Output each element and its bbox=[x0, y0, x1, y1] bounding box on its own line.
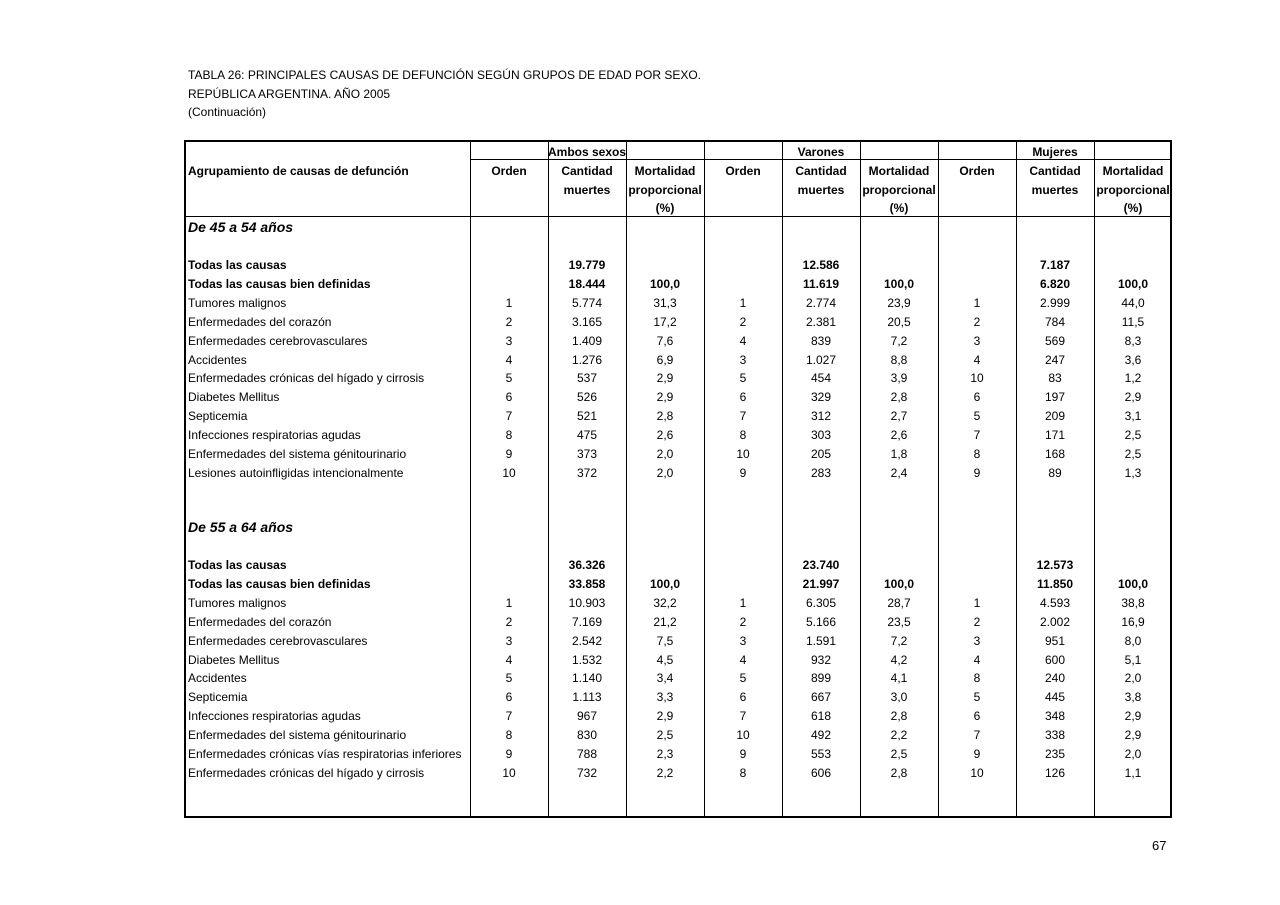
row-value: 209 bbox=[1044, 409, 1066, 424]
row-value: 521 bbox=[576, 409, 598, 424]
row-value: 12.586 bbox=[802, 258, 840, 272]
row-value: 36.326 bbox=[568, 558, 606, 572]
row-label: Enfermedades cerebrovasculares bbox=[188, 633, 368, 648]
row-value: 5.774 bbox=[571, 295, 603, 310]
row-value: 2,9 bbox=[656, 709, 674, 724]
row-value: 5 bbox=[505, 671, 513, 686]
row-value: 784 bbox=[1044, 314, 1066, 329]
row-label: Enfermedades cerebrovasculares bbox=[188, 333, 368, 348]
row-value: 2,5 bbox=[1124, 447, 1142, 461]
row-value: 3,3 bbox=[656, 690, 674, 705]
row-value: 100,0 bbox=[1117, 276, 1149, 291]
header-divider bbox=[186, 216, 1170, 217]
row-value: 2,9 bbox=[1124, 390, 1142, 405]
row-value: 1 bbox=[973, 595, 981, 610]
row-value: 7 bbox=[505, 409, 513, 424]
row-value: 3,6 bbox=[1124, 352, 1142, 367]
row-value: 329 bbox=[810, 390, 832, 405]
row-value: 1 bbox=[739, 595, 747, 610]
row-label: Infecciones respiratorias agudas bbox=[188, 428, 361, 443]
subheader-cantidad_1: Cantidad bbox=[1029, 164, 1081, 178]
subheader-mort_1: Mortalidad bbox=[634, 164, 696, 178]
row-value: 2.999 bbox=[1039, 295, 1071, 310]
row-value: 732 bbox=[576, 765, 598, 780]
row-value: 100,0 bbox=[1117, 576, 1149, 591]
row-value: 4 bbox=[739, 652, 747, 667]
row-value: 5 bbox=[973, 690, 981, 705]
subheader-mort_3: (%) bbox=[889, 201, 909, 216]
row-value: 1.276 bbox=[571, 352, 603, 367]
row-value: 197 bbox=[1044, 390, 1066, 405]
row-value: 2,2 bbox=[890, 728, 908, 743]
row-value: 31,3 bbox=[653, 295, 677, 310]
row-value: 1 bbox=[505, 595, 513, 610]
row-value: 899 bbox=[810, 671, 832, 686]
group-header-divider bbox=[938, 159, 1172, 160]
subheader-cantidad_2: muertes bbox=[563, 182, 611, 197]
row-label: Diabetes Mellitus bbox=[188, 652, 280, 667]
row-value: 3 bbox=[973, 333, 981, 348]
row-value: 10 bbox=[970, 765, 984, 780]
row-value: 3 bbox=[505, 333, 513, 348]
row-value: 44,0 bbox=[1121, 295, 1145, 310]
row-value: 11.619 bbox=[802, 276, 840, 291]
row-value: 100,0 bbox=[883, 276, 915, 291]
row-value: 83 bbox=[1048, 371, 1062, 386]
row-value: 38,8 bbox=[1121, 595, 1145, 610]
row-value: 932 bbox=[810, 652, 832, 667]
row-value: 23.740 bbox=[802, 558, 840, 572]
row-value: 788 bbox=[576, 747, 598, 761]
row-value: 348 bbox=[1044, 709, 1066, 724]
row-value: 1.027 bbox=[805, 352, 837, 367]
row-value: 5 bbox=[973, 409, 981, 424]
row-value: 839 bbox=[810, 333, 832, 348]
row-value: 4 bbox=[739, 333, 747, 348]
row-value: 10 bbox=[736, 728, 750, 743]
section-title: De 55 a 64 años bbox=[188, 519, 294, 535]
subheader-mort_2: proporcional bbox=[628, 182, 702, 197]
row-value: 475 bbox=[576, 428, 598, 443]
row-value: 17,2 bbox=[653, 314, 677, 329]
row-value: 618 bbox=[810, 709, 832, 724]
row-value: 23,5 bbox=[887, 614, 911, 629]
row-value: 28,7 bbox=[887, 595, 911, 610]
row-value: 7 bbox=[739, 709, 747, 724]
row-value: 2,9 bbox=[1124, 728, 1142, 743]
continuation-note: (Continuación) bbox=[188, 105, 267, 119]
row-value: 12.573 bbox=[1036, 558, 1074, 572]
row-value: 1.113 bbox=[572, 690, 602, 705]
row-value: 205 bbox=[810, 447, 832, 461]
row-value: 967 bbox=[576, 709, 598, 724]
row-value: 2,8 bbox=[656, 409, 674, 424]
row-value: 1 bbox=[739, 295, 747, 310]
mortality-table bbox=[184, 140, 1172, 818]
row-value: 569 bbox=[1044, 333, 1066, 348]
row-value: 2,0 bbox=[656, 465, 674, 480]
row-value: 11,5 bbox=[1121, 314, 1145, 329]
row-label: Enfermedades crónicas del hígado y cirrosis bbox=[188, 371, 425, 386]
row-label: Enfermedades crónicas vías respiratorias inferiores bbox=[188, 747, 462, 761]
row-value: 2 bbox=[973, 614, 981, 629]
subheader-cantidad_2: muertes bbox=[797, 182, 845, 197]
row-value: 3 bbox=[739, 352, 747, 367]
row-value: 7,6 bbox=[656, 333, 674, 348]
row-label: Tumores malignos bbox=[188, 595, 287, 610]
subheader-mort_2: proporcional bbox=[1096, 182, 1170, 197]
row-label: Accidentes bbox=[188, 352, 247, 367]
row-value: 3 bbox=[739, 633, 747, 648]
row-value: 6 bbox=[973, 709, 981, 724]
row-value: 2,9 bbox=[656, 371, 674, 386]
row-value: 7 bbox=[973, 428, 981, 443]
row-value: 4.593 bbox=[1039, 595, 1071, 610]
row-value: 2,7 bbox=[890, 409, 908, 424]
row-value: 7,2 bbox=[890, 333, 908, 348]
row-value: 16,9 bbox=[1121, 614, 1145, 629]
row-label: Septicemia bbox=[188, 409, 248, 424]
row-value: 5 bbox=[505, 371, 513, 386]
row-value: 2,6 bbox=[890, 428, 908, 443]
row-value: 9 bbox=[505, 747, 513, 761]
row-value: 10.903 bbox=[568, 595, 606, 610]
row-value: 3,0 bbox=[890, 690, 908, 705]
row-value: 20,5 bbox=[887, 314, 911, 329]
row-value: 9 bbox=[973, 465, 981, 480]
row-value: 830 bbox=[576, 728, 598, 743]
row-value: 2,8 bbox=[890, 390, 908, 405]
row-value: 4 bbox=[973, 652, 981, 667]
row-value: 6 bbox=[739, 390, 747, 405]
row-value: 8 bbox=[505, 728, 513, 743]
row-value: 1 bbox=[505, 295, 513, 310]
row-label: Todas las causas bien definidas bbox=[188, 576, 371, 591]
subheader-mort_3: (%) bbox=[655, 201, 675, 216]
row-value: 2 bbox=[505, 314, 513, 329]
row-value: 126 bbox=[1044, 765, 1066, 780]
row-value: 6.820 bbox=[1039, 276, 1071, 291]
row-value: 606 bbox=[810, 765, 832, 780]
table-subtitle: REPÚBLICA ARGENTINA. AÑO 2005 bbox=[188, 87, 391, 101]
row-value: 4,1 bbox=[890, 671, 908, 686]
row-value: 492 bbox=[810, 728, 832, 743]
row-value: 1,8 bbox=[890, 447, 908, 461]
row-label: Lesiones autoinfligidas intencionalmente bbox=[188, 465, 404, 480]
row-value: 9 bbox=[505, 447, 513, 461]
row-value: 526 bbox=[576, 390, 598, 405]
row-value: 21.997 bbox=[802, 576, 840, 591]
row-value: 2 bbox=[973, 314, 981, 329]
row-value: 4,2 bbox=[890, 652, 908, 667]
row-value: 454 bbox=[810, 371, 832, 386]
row-label: Diabetes Mellitus bbox=[188, 390, 280, 405]
row-label: Enfermedades del corazón bbox=[188, 614, 332, 629]
row-label: Enfermedades del corazón bbox=[188, 314, 332, 329]
row-value: 5.166 bbox=[805, 614, 837, 629]
row-value: 10 bbox=[502, 765, 516, 780]
row-value: 3 bbox=[973, 633, 981, 648]
group-header-divider bbox=[704, 159, 938, 160]
row-value: 338 bbox=[1044, 728, 1066, 743]
row-value: 18.444 bbox=[568, 276, 606, 291]
row-value: 2,2 bbox=[656, 765, 674, 780]
row-value: 3,1 bbox=[1124, 409, 1142, 424]
row-label: Infecciones respiratorias agudas bbox=[188, 709, 361, 724]
row-label: Enfermedades crónicas del hígado y cirrosis bbox=[188, 765, 425, 780]
row-value: 2,3 bbox=[656, 747, 674, 761]
row-value: 6,9 bbox=[656, 352, 674, 367]
row-value: 1.532 bbox=[571, 652, 603, 667]
row-value: 100,0 bbox=[649, 276, 681, 291]
subheader-cantidad_1: Cantidad bbox=[561, 164, 613, 178]
table-title: TABLA 26: PRINCIPALES CAUSAS DE DEFUNCIÓN SEGÚN GRUPOS DE EDAD POR SEXO. bbox=[188, 68, 702, 82]
row-value: 6.305 bbox=[805, 595, 837, 610]
row-value: 11.850 bbox=[1036, 576, 1074, 591]
row-value: 8,0 bbox=[1124, 633, 1142, 648]
row-value: 2,9 bbox=[656, 390, 674, 405]
row-value: 5 bbox=[739, 371, 747, 386]
row-value: 9 bbox=[973, 747, 981, 761]
row-value: 1 bbox=[973, 295, 981, 310]
row-value: 3,8 bbox=[1124, 690, 1142, 705]
row-value: 7 bbox=[739, 409, 747, 424]
subheader-cantidad_1: Cantidad bbox=[795, 164, 847, 178]
row-value: 6 bbox=[973, 390, 981, 405]
row-value: 7 bbox=[505, 709, 513, 724]
row-value: 9 bbox=[739, 465, 747, 480]
row-value: 2 bbox=[739, 314, 747, 329]
row-value: 1,2 bbox=[1124, 371, 1142, 386]
row-value: 168 bbox=[1044, 447, 1066, 461]
row-value: 21,2 bbox=[653, 614, 677, 629]
subheader-mort_1: Mortalidad bbox=[1102, 164, 1164, 178]
row-value: 445 bbox=[1044, 690, 1066, 705]
row-value: 2.542 bbox=[571, 633, 603, 648]
row-value: 6 bbox=[739, 690, 747, 705]
row-value: 3,4 bbox=[656, 671, 674, 686]
row-value: 89 bbox=[1048, 465, 1062, 480]
row-value: 3 bbox=[505, 633, 513, 648]
row-label: Accidentes bbox=[188, 671, 247, 686]
row-value: 312 bbox=[810, 409, 832, 424]
row-value: 2,0 bbox=[1124, 747, 1142, 761]
row-value: 247 bbox=[1044, 352, 1066, 367]
subheader-orden: Orden bbox=[491, 164, 527, 178]
row-value: 8,3 bbox=[1124, 333, 1142, 348]
row-value: 32,2 bbox=[653, 595, 677, 610]
row-value: 2 bbox=[739, 614, 747, 629]
row-value: 33.858 bbox=[568, 576, 606, 591]
row-value: 2,4 bbox=[890, 465, 908, 480]
row-label: Todas las causas bbox=[188, 558, 287, 572]
row-label: Todas las causas bien definidas bbox=[188, 276, 371, 291]
row-value: 3.165 bbox=[571, 314, 603, 329]
row-value: 2,6 bbox=[656, 428, 674, 443]
row-value: 2,0 bbox=[1124, 671, 1142, 686]
row-value: 10 bbox=[502, 465, 516, 480]
row-value: 373 bbox=[576, 447, 598, 461]
row-value: 10 bbox=[970, 371, 984, 386]
row-value: 8 bbox=[739, 765, 747, 780]
row-value: 2,5 bbox=[1124, 428, 1142, 443]
row-value: 283 bbox=[810, 465, 832, 480]
row-value: 4 bbox=[505, 652, 513, 667]
row-value: 9 bbox=[739, 747, 747, 761]
row-value: 7,5 bbox=[656, 633, 674, 648]
row-value: 1,1 bbox=[1124, 765, 1142, 780]
row-value: 2,5 bbox=[890, 747, 908, 761]
row-value: 23,9 bbox=[887, 295, 911, 310]
row-value: 1.140 bbox=[571, 671, 603, 686]
row-value: 7 bbox=[973, 728, 981, 743]
row-value: 240 bbox=[1044, 671, 1066, 686]
row-value: 6 bbox=[505, 390, 513, 405]
row-value: 2.774 bbox=[805, 295, 837, 310]
row-value: 2,0 bbox=[656, 447, 674, 461]
row-value: 2,8 bbox=[890, 765, 908, 780]
subheader-orden: Orden bbox=[725, 164, 761, 178]
subheader-mort_2: proporcional bbox=[862, 182, 936, 197]
subheader-orden: Orden bbox=[959, 164, 995, 178]
row-value: 5,1 bbox=[1124, 652, 1142, 667]
subheader-mort_3: (%) bbox=[1123, 201, 1143, 216]
subheader-mort_1: Mortalidad bbox=[868, 164, 930, 178]
row-label: Septicemia bbox=[188, 690, 248, 705]
row-value: 2,8 bbox=[890, 709, 908, 724]
section-title: De 45 a 54 años bbox=[188, 219, 294, 235]
row-label: Todas las causas bbox=[188, 258, 287, 272]
group-header-2: Mujeres bbox=[1032, 145, 1078, 159]
group-header-0: Ambos sexos bbox=[547, 145, 627, 159]
row-value: 1.591 bbox=[805, 633, 837, 648]
row-value: 4,5 bbox=[656, 652, 674, 667]
row-value: 537 bbox=[576, 371, 598, 386]
row-value: 3,9 bbox=[890, 371, 908, 386]
row-value: 8 bbox=[739, 428, 747, 443]
row-value: 8,8 bbox=[890, 352, 908, 367]
row-value: 667 bbox=[810, 690, 832, 705]
row-value: 372 bbox=[576, 465, 598, 480]
row-value: 7.169 bbox=[571, 614, 603, 629]
column-header-causes: Agrupamiento de causas de defunción bbox=[188, 164, 409, 178]
row-label: Tumores malignos bbox=[188, 295, 287, 310]
row-value: 4 bbox=[973, 352, 981, 367]
row-value: 8 bbox=[973, 447, 981, 461]
row-label: Enfermedades del sistema génitourinario bbox=[188, 728, 407, 743]
row-value: 100,0 bbox=[883, 576, 915, 591]
row-value: 951 bbox=[1044, 633, 1066, 648]
row-value: 303 bbox=[810, 428, 832, 443]
row-value: 2,9 bbox=[1124, 709, 1142, 724]
row-value: 7,2 bbox=[890, 633, 908, 648]
row-value: 6 bbox=[505, 690, 513, 705]
row-value: 2.381 bbox=[805, 314, 837, 329]
row-value: 235 bbox=[1044, 747, 1066, 761]
row-value: 100,0 bbox=[649, 576, 681, 591]
row-value: 171 bbox=[1044, 428, 1066, 443]
row-value: 2.002 bbox=[1039, 614, 1071, 629]
row-value: 7.187 bbox=[1039, 258, 1071, 272]
row-value: 10 bbox=[736, 447, 750, 461]
row-value: 8 bbox=[505, 428, 513, 443]
subheader-cantidad_2: muertes bbox=[1031, 182, 1079, 197]
row-value: 19.779 bbox=[568, 258, 606, 272]
row-value: 4 bbox=[505, 352, 513, 367]
row-value: 2 bbox=[505, 614, 513, 629]
group-header-1: Varones bbox=[797, 145, 845, 159]
row-label: Enfermedades del sistema génitourinario bbox=[188, 447, 407, 461]
group-header-divider bbox=[470, 159, 704, 160]
row-value: 2,5 bbox=[656, 728, 674, 743]
row-value: 1.409 bbox=[571, 333, 603, 348]
row-value: 5 bbox=[739, 671, 747, 686]
row-value: 600 bbox=[1044, 652, 1066, 667]
page-number: 67 bbox=[1152, 838, 1167, 853]
row-value: 553 bbox=[810, 747, 832, 761]
row-value: 8 bbox=[973, 671, 981, 686]
row-value: 1,3 bbox=[1124, 465, 1142, 480]
